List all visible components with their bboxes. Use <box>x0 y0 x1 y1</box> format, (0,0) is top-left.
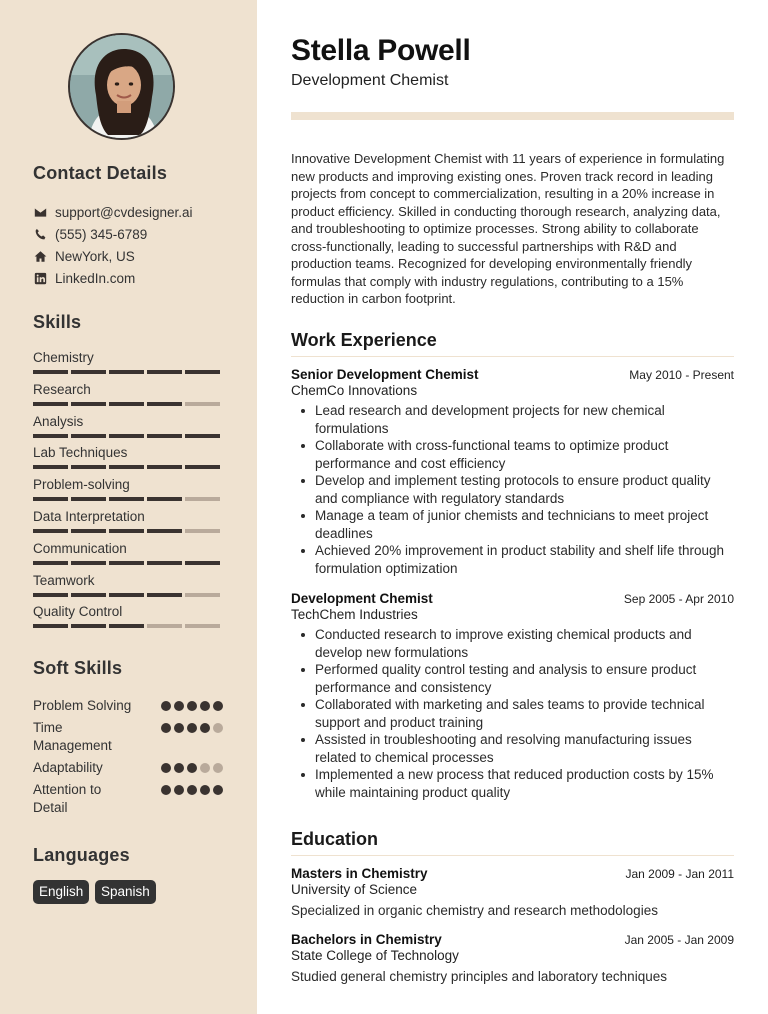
rating-dot <box>213 785 223 795</box>
skill-level-segment <box>109 593 144 597</box>
skill-level-segment <box>147 434 182 438</box>
skill-level-segment <box>71 561 106 565</box>
skill-level-segment <box>185 497 220 501</box>
skill-level-segment <box>33 561 68 565</box>
skill-level-bar <box>33 402 223 406</box>
skill-level-bar <box>33 434 223 438</box>
job-bullet: Conducted research to improve existing chemical products and develop new formulations <box>291 626 734 661</box>
education-degree: Bachelors in Chemistry <box>291 932 442 947</box>
skill-level-segment <box>185 465 220 469</box>
languages-heading: Languages <box>33 845 130 865</box>
profile-summary: Innovative Development Chemist with 11 years of experience in formulating new products and improving existing ones. Proven track record in leading projects from concept to commercialization, resulting in a 20% increase in product efficiency. Skilled in conducting thorough research, analyzing data, and troubleshooting to optimize processes. Strong ability to collaborate cross-functionally, leading to successful partnerships with R&D and production teams. Recognized for developing environmentally friendly formulas that comply with industry regulations, contributing to a 15% reduction in carbon footprint. <box>291 151 725 306</box>
phone-icon <box>33 227 47 241</box>
skill-level-segment <box>109 561 144 565</box>
education-description: Studied general chemistry principles and laboratory techniques <box>291 969 667 984</box>
rating-dot <box>174 701 184 711</box>
work-divider <box>291 356 734 357</box>
rating-dot <box>174 763 184 773</box>
skill-level-bar <box>33 370 223 374</box>
soft-skills-heading: Soft Skills <box>33 658 123 678</box>
skill-level-segment <box>71 624 106 628</box>
soft-skill-rating <box>161 701 223 715</box>
candidate-role: Development Chemist <box>291 72 449 89</box>
skill-level-segment <box>185 529 220 533</box>
soft-skill-item <box>33 697 223 715</box>
envelope-icon <box>33 205 47 219</box>
skill-level-segment <box>147 624 182 628</box>
skill-level-segment <box>109 402 144 406</box>
rating-dot <box>213 723 223 733</box>
skill-item <box>33 413 223 438</box>
skill-level-segment <box>71 529 106 533</box>
skill-label: Research <box>33 381 91 397</box>
education-entry-2 <box>291 932 734 984</box>
soft-skill-item <box>33 719 223 755</box>
profile-photo-icon <box>70 35 175 140</box>
skill-item <box>33 603 223 628</box>
skill-level-bar <box>33 465 223 469</box>
skill-level-segment <box>147 370 182 374</box>
rating-dot <box>161 723 171 733</box>
skill-item <box>33 540 223 565</box>
job-bullet: Collaborate with cross-functional teams to optimize product performance and cost efficiency <box>291 437 734 472</box>
job-entry-1 <box>291 367 734 577</box>
skill-level-segment <box>33 465 68 469</box>
skill-level-bar <box>33 529 223 533</box>
rating-dot <box>200 701 210 711</box>
skill-level-segment <box>33 370 68 374</box>
contact-linkedin[interactable] <box>33 269 135 287</box>
work-experience-heading: Work Experience <box>291 330 437 350</box>
skill-item <box>33 508 223 533</box>
rating-dot <box>187 701 197 711</box>
skill-label: Problem-solving <box>33 477 130 493</box>
skill-level-segment <box>109 434 144 438</box>
skill-level-bar <box>33 561 223 565</box>
soft-skill-label: Attention to Detail <box>33 782 102 815</box>
education-date: Jan 2005 - Jan 2009 <box>624 933 734 947</box>
job-bullet: Implemented a new process that reduced production costs by 15% while maintaining product quality <box>291 766 734 801</box>
skill-level-bar <box>33 624 223 628</box>
skill-level-segment <box>185 561 220 565</box>
skill-level-segment <box>147 465 182 469</box>
skill-label: Teamwork <box>33 572 95 588</box>
skills-heading: Skills <box>33 312 82 332</box>
job-bullet: Lead research and development projects for new chemical formulations <box>291 402 734 437</box>
contact-heading: Contact Details <box>33 163 168 183</box>
skill-level-segment <box>71 434 106 438</box>
skill-level-segment <box>109 497 144 501</box>
skill-label: Chemistry <box>33 350 94 365</box>
skill-level-segment <box>71 402 106 406</box>
soft-skill-item <box>33 781 223 817</box>
job-bullet: Achieved 20% improvement in product stability and shelf life through formulation optimization <box>291 542 734 577</box>
skill-label: Communication <box>33 540 127 556</box>
skill-level-segment <box>109 370 144 374</box>
contact-linkedin-text: LinkedIn.com <box>55 270 136 286</box>
rating-dot <box>161 763 171 773</box>
job-title: Senior Development Chemist <box>291 367 479 382</box>
education-entry-1 <box>291 866 734 918</box>
skill-level-segment <box>109 465 144 469</box>
rating-dot <box>161 701 171 711</box>
skill-level-bar <box>33 497 223 501</box>
skill-item <box>33 349 223 374</box>
rating-dot <box>200 763 210 773</box>
candidate-name: Stella Powell <box>291 34 471 67</box>
skill-level-segment <box>147 529 182 533</box>
linkedin-icon <box>33 271 47 285</box>
contact-phone[interactable] <box>33 225 147 243</box>
soft-skill-rating <box>161 723 223 755</box>
skill-level-segment <box>33 434 68 438</box>
soft-skill-label: Adaptability <box>33 760 103 775</box>
skill-level-bar <box>33 593 223 597</box>
rating-dot <box>200 723 210 733</box>
education-degree: Masters in Chemistry <box>291 866 428 881</box>
job-entry-2 <box>291 591 734 801</box>
soft-skill-item <box>33 759 223 777</box>
skill-level-segment <box>185 370 220 374</box>
job-bullets <box>291 626 734 801</box>
skill-label: Quality Control <box>33 604 123 620</box>
skill-level-segment <box>147 402 182 406</box>
skill-item <box>33 572 223 597</box>
rating-dot <box>187 723 197 733</box>
job-bullet: Performed quality control testing and analysis to ensure product performance and consistency <box>291 661 734 696</box>
soft-skill-rating <box>161 763 223 777</box>
contact-email[interactable] <box>33 203 193 221</box>
job-title: Development Chemist <box>291 591 433 606</box>
skill-level-segment <box>33 529 68 533</box>
job-company: TechChem Industries <box>291 607 418 622</box>
rating-dot <box>200 785 210 795</box>
job-date: May 2010 - Present <box>629 368 734 382</box>
skill-level-segment <box>33 593 68 597</box>
soft-skill-label: Time Management <box>33 720 112 753</box>
skill-level-segment <box>185 593 220 597</box>
skill-item <box>33 444 223 469</box>
skill-level-segment <box>33 624 68 628</box>
contact-location <box>33 247 135 265</box>
contact-phone-text: (555) 345-6789 <box>55 226 148 242</box>
avatar <box>68 33 175 140</box>
skill-level-segment <box>147 497 182 501</box>
education-heading: Education <box>291 829 379 849</box>
rating-dot <box>213 763 223 773</box>
soft-skill-label: Problem Solving <box>33 698 132 713</box>
skill-level-segment <box>71 370 106 374</box>
skill-item <box>33 476 223 501</box>
education-school: State College of Technology <box>291 948 459 963</box>
job-bullet: Manage a team of junior chemists and technicians to meet project deadlines <box>291 507 734 542</box>
skill-level-segment <box>33 497 68 501</box>
job-bullet: Develop and implement testing protocols to ensure product quality and compliance with regulatory standards <box>291 472 734 507</box>
contact-location-text: NewYork, US <box>55 248 135 264</box>
education-school: University of Science <box>291 882 418 897</box>
language-badge-english: English <box>33 880 89 904</box>
home-icon <box>33 249 47 263</box>
sidebar <box>0 0 257 1014</box>
skill-level-segment <box>71 465 106 469</box>
education-divider <box>291 855 734 856</box>
rating-dot <box>174 785 184 795</box>
skill-level-segment <box>109 624 144 628</box>
skill-level-segment <box>147 561 182 565</box>
header-accent-bar <box>291 112 734 120</box>
skill-level-segment <box>185 402 220 406</box>
rating-dot <box>187 785 197 795</box>
job-bullets <box>291 402 734 577</box>
education-date: Jan 2009 - Jan 2011 <box>625 867 734 881</box>
job-company: ChemCo Innovations <box>291 383 418 398</box>
rating-dot <box>161 785 171 795</box>
skill-level-segment <box>185 434 220 438</box>
rating-dot <box>213 701 223 711</box>
skill-level-segment <box>147 593 182 597</box>
language-badge-spanish: Spanish <box>95 880 156 904</box>
job-bullet: Collaborated with marketing and sales teams to provide technical support and product training <box>291 696 734 731</box>
skill-level-segment <box>33 402 68 406</box>
job-bullet: Assisted in troubleshooting and resolving manufacturing issues related to chemical processes <box>291 731 734 766</box>
soft-skill-rating <box>161 785 223 817</box>
skill-level-segment <box>185 624 220 628</box>
skill-level-segment <box>71 593 106 597</box>
skill-label: Data Interpretation <box>33 509 145 524</box>
education-description: Specialized in organic chemistry and research methodologies <box>291 903 658 918</box>
rating-dot <box>187 763 197 773</box>
skill-label: Analysis <box>33 413 84 429</box>
contact-email-text: support@cvdesigner.ai <box>55 204 193 220</box>
rating-dot <box>174 723 184 733</box>
skill-level-segment <box>109 529 144 533</box>
skill-label: Lab Techniques <box>33 445 128 461</box>
skill-item <box>33 381 223 406</box>
job-date: Sep 2005 - Apr 2010 <box>623 592 734 606</box>
skill-level-segment <box>71 497 106 501</box>
